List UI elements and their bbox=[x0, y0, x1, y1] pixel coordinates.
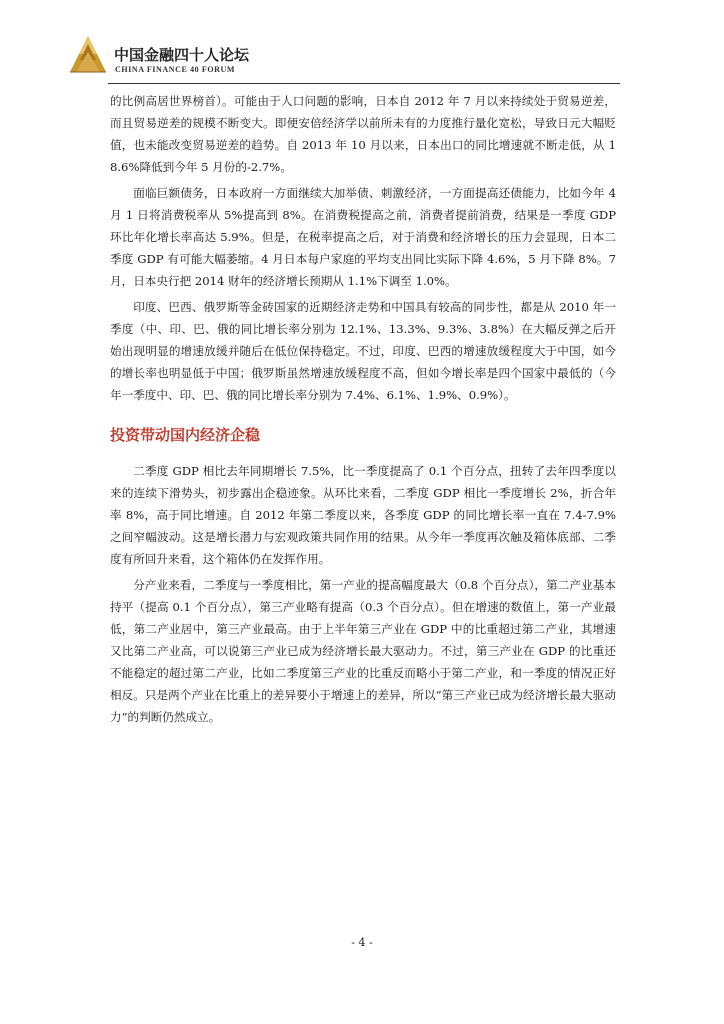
paragraph-2: 面临巨额债务，日本政府一方面继续大加举债、刺激经济，一方面提高还债能力，比如今年 4 月 1 日将消费税率从 5%提高到 8%。在消费税提高之前，消费者提前消费，结果是一季度 GDP 环比年化增长率高达 5.9%。但是，在税率提高之后，对于消费和经济增长的压力会显现，日本二季度 GDP 有可能大幅萎缩。4 月日本每户家庭的平均支出同比实际下降 4.6%，5 月下降 8%。7 月，日本央行把 2014 财年的经济增长预期从 1.1%下调至 1.0%。 bbox=[110, 186, 616, 288]
section-title: 投资带动国内经济企稳 bbox=[110, 426, 261, 444]
paragraph-4: 二季度 GDP 相比去年同期增长 7.5%，比一季度提高了 0.1 个百分点，扭转了去年四季度以来的连续下滑势头，初步露出企稳迹象。从环比来看，二季度 GDP 相比一季度增长 2%，折合年率 8%，高于同比增速。自 2012 年第二季度以来，各季度 GDP 的同比增长率一直在 7.4-7.9%之间窄幅波动。这是增长潜力与宏观政策共同作用的结果。从今年一季度再次触及箱体底部、二季度有所回升来看，这个箱体仍在发挥作用。 bbox=[110, 464, 616, 566]
logo-chinese-name: 中国金融四十人论坛 bbox=[114, 46, 250, 64]
paragraph-1: 的比例高居世界榜首）。可能由于人口问题的影响，日本自 2012 年 7 月以来持续处于贸易逆差，而且贸易逆差的规模不断变大。即便安倍经济学以前所未有的力度推行量化宽松，导致日元大幅贬值，也未能改变贸易逆差的趋势。自 2013 年 10 月以来，日本出口的同比增速就不断走低，从 18.6%降低到今年 5 月份的-2.7%。 bbox=[110, 94, 616, 174]
page-body bbox=[110, 90, 616, 728]
paragraph-3: 印度、巴西、俄罗斯等金砖国家的近期经济走势和中国具有较高的同步性，都是从 2010 年一季度（中、印、巴、俄的同比增长率分别为 12.1%、13.3%、9.3%、3.8%）在大幅反弹之后开始出现明显的增速放缓并随后在低位保持稳定。不过，印度、巴西的增速放缓程度大于中国，如今的增长率也明显低于中国；俄罗斯虽然增速放缓程度不高，但如今增长率是四个国家中最低的（今年一季度中、印、巴、俄的同比增长率分别为 7.4%、6.1%、1.9%、0.9%）。 bbox=[110, 300, 616, 402]
page-header bbox=[0, 0, 724, 96]
logo-english-name: CHINA FINANCE 40 FORUM bbox=[115, 65, 236, 74]
forum-logo-icon bbox=[66, 34, 110, 74]
paragraph-5: 分产业来看，二季度与一季度相比，第一产业的提高幅度最大（0.8 个百分点），第二产业基本持平（提高 0.1 个百分点），第三产业略有提高（0.3 个百分点）。但在增速的数值上，第一产业最低，第二产业居中，第三产业最高。由于上半年第三产业在 GDP 中的比重超过第二产业，其增速又比第二产业高，可以说第三产业已成为经济增长最大驱动力。不过，第三产业在 GDP 的比重还不能稳定的超过第二产业，比如二季度第三产业的比重反而略小于第二产业，和一季度的情况正好相反。只是两个产业在比重上的差异要小于增速上的差异，所以“第三产业已成为经济增长最大驱动力”的判断仍然成立。 bbox=[110, 578, 616, 724]
page-number: - 4 - bbox=[351, 936, 373, 949]
header-divider bbox=[108, 83, 620, 84]
